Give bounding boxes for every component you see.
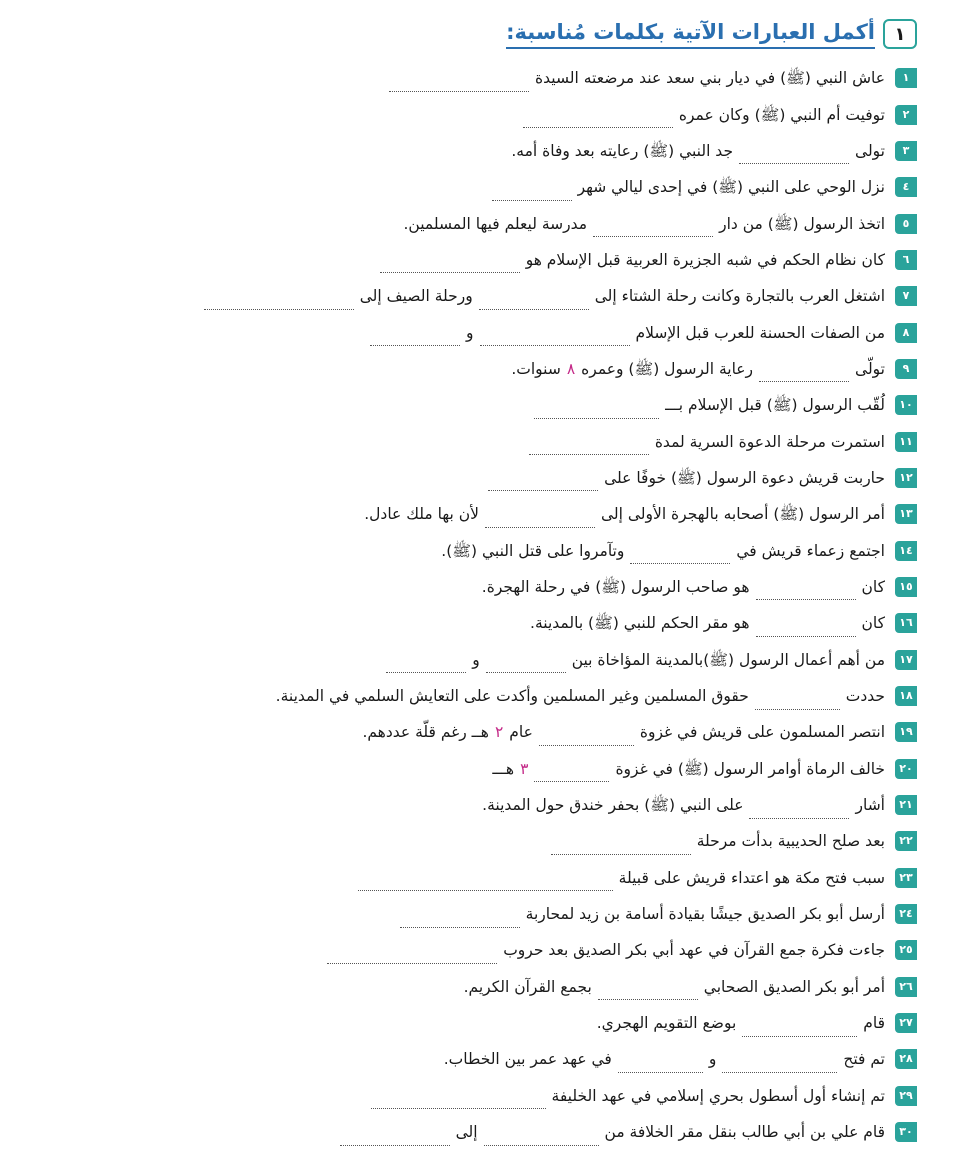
question-item	[40, 314, 917, 350]
answer-blank[interactable]	[400, 913, 520, 928]
answer-blank[interactable]	[358, 876, 613, 891]
question-text: سبب فتح مكة هو اعتداء قريش على قبيلة	[618, 868, 885, 887]
question-number-badge: ٢٢	[895, 831, 917, 851]
question-item	[40, 460, 917, 496]
section-title: أكمل العبارات الآتية بكلمات مُناسبة:	[506, 19, 875, 49]
question-item	[40, 387, 917, 423]
question-number-badge: ٣٠	[895, 1122, 917, 1142]
question-text: و	[708, 1050, 717, 1069]
question-item	[40, 60, 917, 96]
question-text: انتصر المسلمون على قريش في غزوة	[639, 723, 885, 742]
question-number-value: ٨	[566, 359, 576, 378]
answer-blank[interactable]	[485, 513, 595, 528]
answer-blank[interactable]	[484, 1131, 599, 1146]
answer-blank[interactable]	[630, 549, 730, 564]
question-text: تم فتح	[843, 1050, 885, 1069]
question-text: اشتغل العرب بالتجارة وكانت رحلة الشتاء إلى	[594, 287, 885, 306]
question-list	[40, 60, 917, 1150]
question-text: مدرسة ليعلم فيها المسلمين.	[403, 214, 588, 233]
answer-blank[interactable]	[389, 77, 529, 92]
question-text: تم إنشاء أول أسطول بحري إسلامي في عهد الخليفة	[551, 1086, 885, 1105]
question-number-badge: ٢٨	[895, 1049, 917, 1069]
answer-blank[interactable]	[534, 767, 609, 782]
question-number-badge: ٢٥	[895, 940, 917, 960]
section-number: ١	[883, 19, 917, 49]
question-item	[40, 787, 917, 823]
question-item	[40, 605, 917, 641]
answer-blank[interactable]	[529, 440, 649, 455]
answer-blank[interactable]	[340, 1131, 450, 1146]
question-number-badge: ١٩	[895, 722, 917, 742]
answer-blank[interactable]	[598, 985, 698, 1000]
answer-blank[interactable]	[618, 1058, 703, 1073]
question-text: خالف الرماة أوامر الرسول (ﷺ) في غزوة	[615, 759, 885, 778]
question-text: كان	[861, 577, 885, 596]
answer-blank[interactable]	[386, 658, 466, 673]
answer-blank[interactable]	[204, 295, 354, 310]
question-text: على النبي (ﷺ) بحفر خندق حول المدينة.	[482, 796, 744, 815]
question-item	[40, 133, 917, 169]
question-text: جاءت فكرة جمع القرآن في عهد أبي بكر الصديق بعد حروب	[503, 941, 885, 960]
answer-blank[interactable]	[739, 149, 849, 164]
answer-blank[interactable]	[722, 1058, 837, 1073]
question-number-badge: ٢٣	[895, 868, 917, 888]
question-number-badge: ٢٩	[895, 1086, 917, 1106]
question-item	[40, 242, 917, 278]
answer-blank[interactable]	[534, 404, 659, 419]
answer-blank[interactable]	[539, 731, 634, 746]
question-text: عام	[509, 723, 533, 742]
question-text: كان	[861, 614, 885, 633]
question-text: اتخذ الرسول (ﷺ) من دار	[719, 214, 885, 233]
answer-blank[interactable]	[593, 222, 713, 237]
question-item	[40, 423, 917, 459]
question-item	[40, 532, 917, 568]
question-text: أمر أبو بكر الصديق الصحابي	[703, 977, 885, 996]
question-number-badge: ١٦	[895, 613, 917, 633]
question-item	[40, 1041, 917, 1077]
question-text: لأن بها ملك عادل.	[364, 505, 479, 524]
question-item	[40, 1005, 917, 1041]
answer-blank[interactable]	[488, 476, 598, 491]
question-text: أشار	[855, 796, 885, 815]
question-item	[40, 1114, 917, 1150]
question-text: هـــ	[492, 759, 515, 778]
question-text: حاربت قريش دعوة الرسول (ﷺ) خوفًا على	[604, 468, 885, 487]
question-text: استمرت مرحلة الدعوة السرية لمدة	[654, 432, 885, 451]
answer-blank[interactable]	[492, 186, 572, 201]
answer-blank[interactable]	[380, 258, 520, 273]
question-text: هو مقر الحكم للنبي (ﷺ) بالمدينة.	[530, 614, 750, 633]
question-item	[40, 169, 917, 205]
answer-blank[interactable]	[755, 695, 840, 710]
question-item	[40, 1078, 917, 1114]
question-text: من الصفات الحسنة للعرب قبل الإسلام	[635, 323, 885, 342]
question-text: أمر الرسول (ﷺ) أصحابه بالهجرة الأولى إلى	[600, 505, 885, 524]
answer-blank[interactable]	[759, 367, 849, 382]
question-text: توفيت أم النبي (ﷺ) وكان عمره	[678, 105, 885, 124]
question-item	[40, 205, 917, 241]
question-text: بعد صلح الحديبية بدأت مرحلة	[696, 832, 885, 851]
answer-blank[interactable]	[327, 949, 497, 964]
question-item	[40, 969, 917, 1005]
question-number-badge: ٢٠	[895, 759, 917, 779]
question-text: و	[466, 323, 474, 342]
question-text: وتآمروا على قتل النبي (ﷺ).	[441, 541, 625, 560]
question-text: لُقّب الرسول (ﷺ) قبل الإسلام بـــ	[665, 396, 885, 415]
answer-blank[interactable]	[756, 622, 856, 637]
question-item	[40, 896, 917, 932]
question-number-badge: ٥	[895, 214, 917, 234]
answer-blank[interactable]	[756, 585, 856, 600]
question-number-badge: ٢١	[895, 795, 917, 815]
question-text: قام علي بن أبي طالب بنقل مقر الخلافة من	[604, 1123, 885, 1142]
question-number-badge: ٢٧	[895, 1013, 917, 1033]
question-text: رعاية الرسول (ﷺ) وعمره	[581, 359, 754, 378]
question-text: اجتمع زعماء قريش في	[736, 541, 885, 560]
answer-blank[interactable]	[370, 331, 460, 346]
question-item	[40, 351, 917, 387]
question-item	[40, 96, 917, 132]
question-number-badge: ١٢	[895, 468, 917, 488]
question-text: تولى	[855, 141, 885, 160]
section-header	[40, 14, 917, 54]
question-number-badge: ١١	[895, 432, 917, 452]
answer-blank[interactable]	[479, 295, 589, 310]
question-text: بوضع التقويم الهجري.	[596, 1014, 737, 1033]
question-text: من أهم أعمال الرسول (ﷺ)بالمدينة المؤاخاة بين	[571, 650, 885, 669]
question-number-badge: ٢٤	[895, 904, 917, 924]
question-number-badge: ١٤	[895, 541, 917, 561]
question-text: بجمع القرآن الكريم.	[463, 977, 592, 996]
question-item	[40, 714, 917, 750]
question-text: نزل الوحي على النبي (ﷺ) في إحدى ليالي شهر	[577, 178, 885, 197]
question-number-badge: ١٥	[895, 577, 917, 597]
question-text: عاش النبي (ﷺ) في ديار بني سعد عند مرضعته السيدة	[535, 69, 885, 88]
question-number-badge: ٧	[895, 286, 917, 306]
question-number-badge: ١	[895, 68, 917, 88]
question-number-badge: ٢	[895, 105, 917, 125]
question-number-badge: ٤	[895, 177, 917, 197]
question-text: كان نظام الحكم في شبه الجزيرة العربية قبل الإسلام هو	[525, 250, 885, 269]
question-text: تولّى	[855, 359, 885, 378]
question-item	[40, 278, 917, 314]
question-number-badge: ١٣	[895, 504, 917, 524]
question-number-badge: ١٧	[895, 650, 917, 670]
question-text: هــ رغم قلّة عددهم.	[362, 723, 489, 742]
question-number-badge: ١٠	[895, 395, 917, 415]
answer-blank[interactable]	[480, 331, 630, 346]
question-item	[40, 678, 917, 714]
answer-blank[interactable]	[523, 113, 673, 128]
answer-blank[interactable]	[742, 1022, 857, 1037]
question-text: سنوات.	[511, 359, 561, 378]
question-text: هو صاحب الرسول (ﷺ) في رحلة الهجرة.	[481, 577, 750, 596]
question-item	[40, 860, 917, 896]
question-number-badge: ٦	[895, 250, 917, 270]
question-number-badge: ١٨	[895, 686, 917, 706]
question-text: في عهد عمر بين الخطاب.	[443, 1050, 612, 1069]
question-item	[40, 823, 917, 859]
question-item	[40, 932, 917, 968]
question-text: جد النبي (ﷺ) رعايته بعد وفاة أمه.	[511, 141, 734, 160]
answer-blank[interactable]	[749, 804, 849, 819]
question-text: أرسل أبو بكر الصديق جيشًا بقيادة أسامة بن زيد لمحاربة	[525, 905, 885, 924]
question-number-badge: ٢٦	[895, 977, 917, 997]
question-number-value: ٢	[494, 723, 504, 742]
question-item	[40, 642, 917, 678]
question-text: إلى	[455, 1123, 478, 1142]
answer-blank[interactable]	[371, 1094, 546, 1109]
answer-blank[interactable]	[486, 658, 566, 673]
question-number-badge: ٩	[895, 359, 917, 379]
answer-blank[interactable]	[551, 840, 691, 855]
question-text: حقوق المسلمين وغير المسلمين وأكدت على التعايش السلمي في المدينة.	[275, 687, 749, 706]
question-item	[40, 569, 917, 605]
question-text: حددت	[845, 687, 885, 706]
question-text: و	[472, 650, 480, 669]
question-number-badge: ٣	[895, 141, 917, 161]
question-text: قام	[863, 1014, 885, 1033]
question-item	[40, 751, 917, 787]
question-text: ورحلة الصيف إلى	[359, 287, 473, 306]
question-number-value: ٣	[520, 759, 529, 778]
question-number-badge: ٨	[895, 323, 917, 343]
question-item	[40, 496, 917, 532]
